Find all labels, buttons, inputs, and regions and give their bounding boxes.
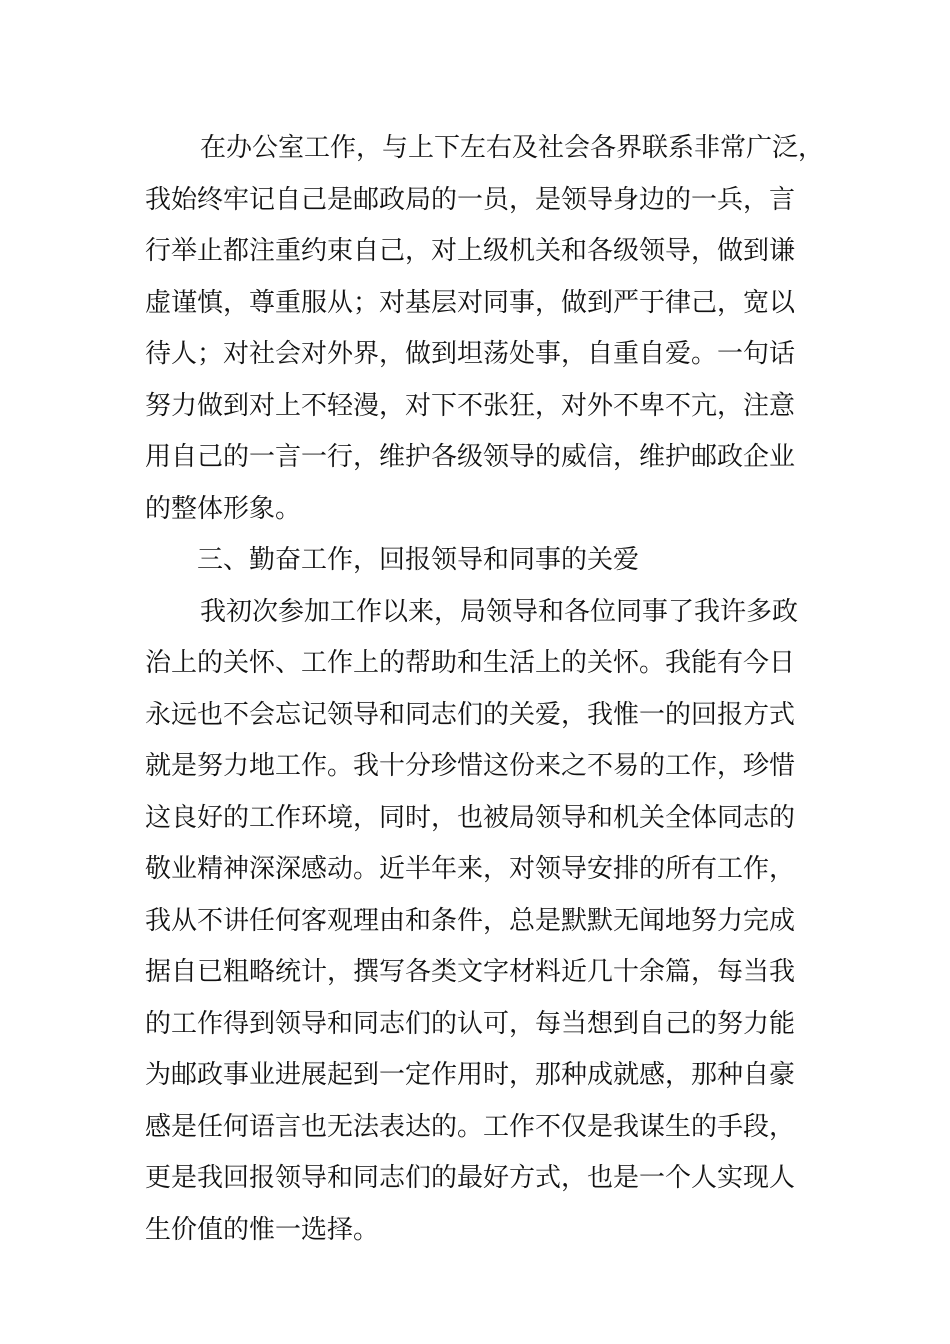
paragraph-line: 的工作得到领导和同志们的认可，每当想到自己的努力能 xyxy=(145,1008,796,1039)
paragraph-line: 在办公室工作，与上下左右及社会各界联系非常广泛， xyxy=(200,133,825,163)
paragraph-line: 据自已粗略统计，撰写各类文字材料近几十余篇，每当我 xyxy=(145,957,796,987)
paragraph-line: 我初次参加工作以来，局领导和各位同事了我许多政 xyxy=(200,596,799,627)
paragraph-line: 待人；对社会对外界，做到坦荡处事，自重自爱。一句话 xyxy=(145,339,796,369)
paragraph-1 xyxy=(145,126,825,538)
document-body xyxy=(145,126,825,1259)
paragraph-line: 努力做到对上不轻漫，对下不张狂，对外不卑不亢，注意 xyxy=(145,390,796,421)
paragraph-line: 为邮政事业进展起到一定作用时，那种成就感，那种自豪 xyxy=(145,1060,796,1090)
paragraph-line: 用自己的一言一行，维护各级领导的威信，维护邮政企业 xyxy=(145,442,796,472)
paragraph-line: 虚谨慎，尊重服从；对基层对同事，做到严于律己，宽以 xyxy=(145,287,796,318)
section-heading: 三、勤奋工作，回报领导和同事的关爱 xyxy=(197,545,640,575)
paragraph-2 xyxy=(145,590,825,1260)
paragraph-line: 这良好的工作环境，同时，也被局领导和机关全体同志的 xyxy=(145,802,796,833)
paragraph-line: 生价值的惟一选择。 xyxy=(145,1214,380,1245)
paragraph-line: 治上的关怀、工作上的帮助和生活上的关怀。我能有今日 xyxy=(145,648,796,678)
paragraph-line: 永远也不会忘记领导和同志们的关爱，我惟一的回报方式 xyxy=(145,699,796,730)
paragraph-line: 感是任何语言也无法表达的。工作不仅是我谋生的手段， xyxy=(145,1111,796,1142)
paragraph-line: 行举止都注重约束自己，对上级机关和各级领导，做到谦 xyxy=(145,236,796,266)
paragraph-line: 的整体形象。 xyxy=(145,493,302,524)
paragraph-line: 就是努力地工作。我十分珍惜这份来之不易的工作，珍惜 xyxy=(145,751,796,781)
paragraph-line: 更是我回报领导和同志们的最好方式，也是一个人实现人 xyxy=(145,1163,796,1193)
paragraph-line: 我始终牢记自己是邮政局的一员，是领导身边的一兵，言 xyxy=(145,184,796,215)
paragraph-line: 我从不讲任何客观理由和条件，总是默默无闻地努力完成 xyxy=(145,905,796,936)
paragraph-line: 敬业精神深深感动。近半年来，对领导安排的所有工作， xyxy=(145,854,796,884)
